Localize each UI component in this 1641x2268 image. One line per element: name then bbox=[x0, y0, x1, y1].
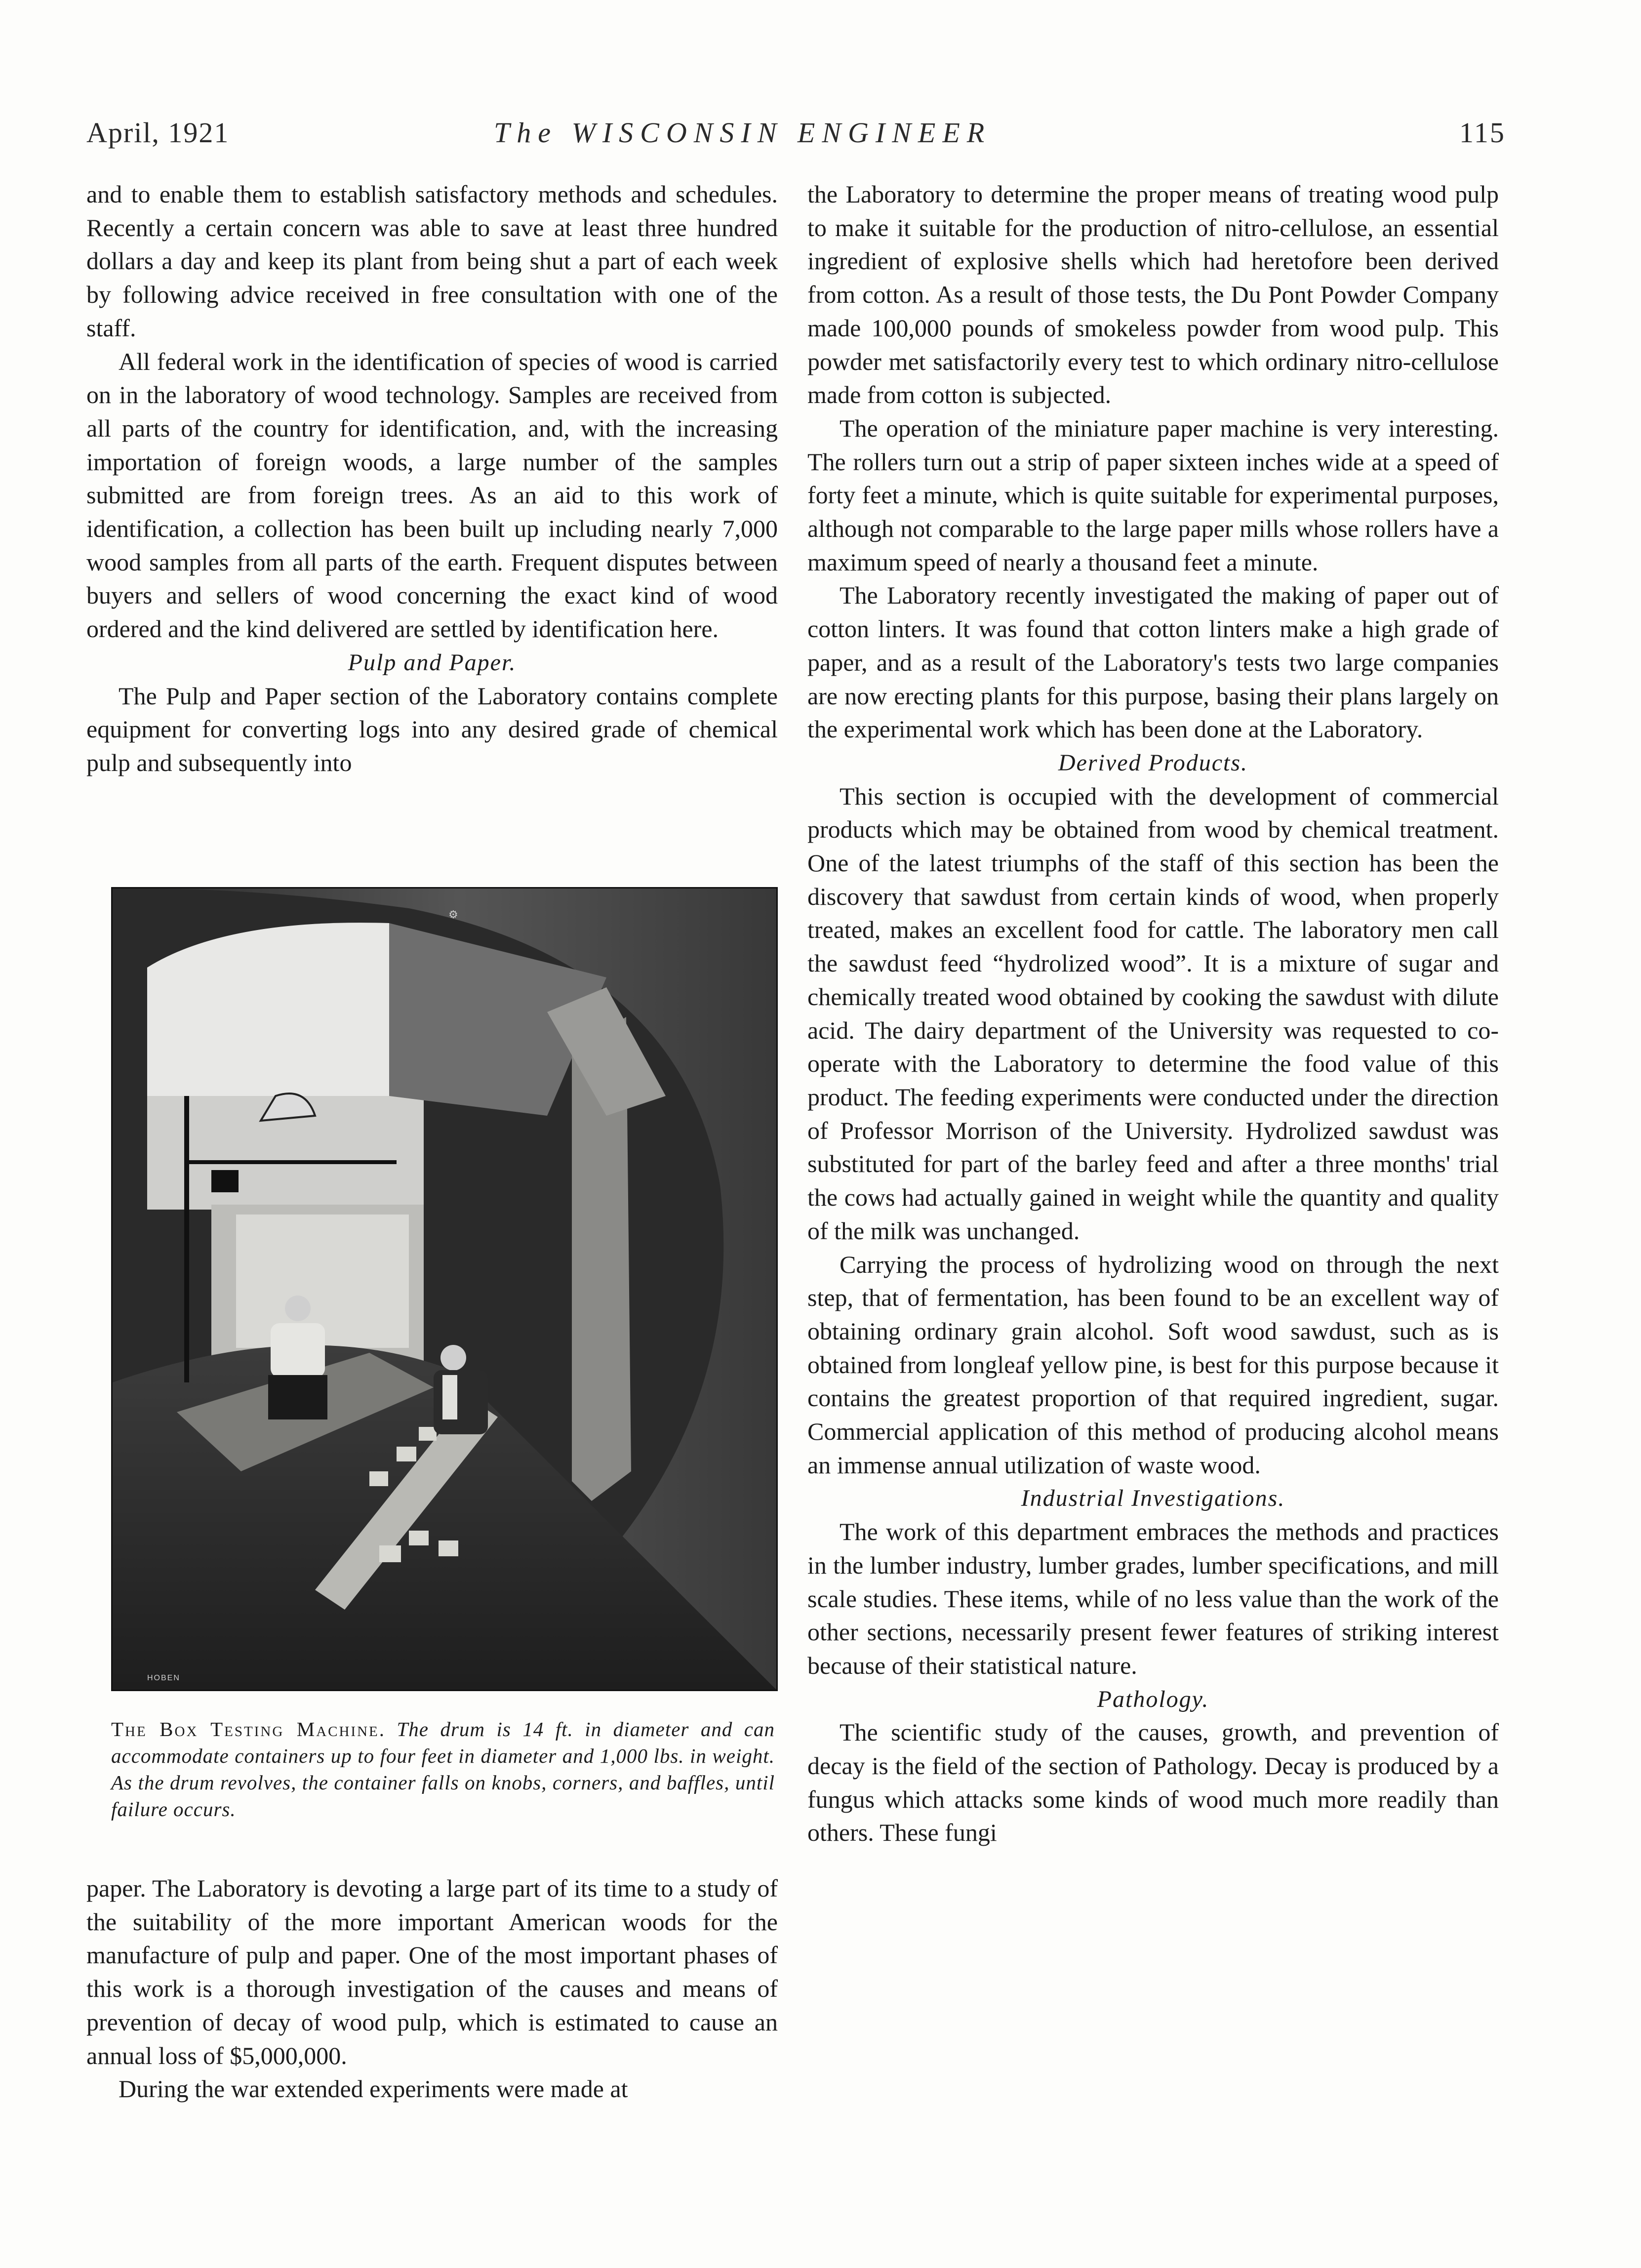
body-paragraph: the Laboratory to determine the proper means of treating wood pulp to make it suitable for the production of nitro-cellulose, an essential ingredient of explosive shells which had heretofore been derived from cotton. As a result of those tests, the Du Pont Powder Company made 100,000 pounds of smokeless powder from wood pulp. This powder met satisfactorily every test to which ordinary nitro-cellulose made from cotton is subjected. bbox=[807, 180, 1499, 409]
caption-title: The Box Testing Machine. bbox=[111, 1718, 386, 1741]
body-paragraph: The Pulp and Paper section of the Laboratory contains complete equipment for converting logs into any desired grade of chemical pulp and subsequently into bbox=[86, 682, 778, 776]
body-paragraph: The operation of the miniature paper machine is very interesting. The rollers turn out a strip of paper sixteen inches wide at a speed of forty feet a minute, which is quite suitable for experimental purposes, although not comparable to the large paper mills whose rollers have a maximum speed of nearly a thousand feet a minute. bbox=[807, 414, 1499, 576]
body-paragraph: The Laboratory recently investigated the making of paper out of cotton linters. It was found that cotton linters make a high grade of paper, and as a result of the Laboratory's tests two large companies are now erecting plants for this purpose, basing their plans largely on the experimental work which has been done at the Laboratory. bbox=[807, 581, 1499, 743]
body-paragraph: Carrying the process of hydrolizing wood on through the next step, that of fermentation, has been found to be an excellent way of obtaining ordinary grain alcohol. Soft wood sawdust, such as is obtained from longleaf yellow pine, is best for this purpose because it contains the greatest proportion of that required ingredient, sugar. Commercial application of this method of producing alcohol means an immense annual utilization of waste wood. bbox=[807, 1250, 1499, 1479]
body-paragraph: and to enable them to establish satisfactory methods and schedules. Recently a certain concern was able to save at least three hundred dollars a day and keep its plant from being shut a part of each week by following advice received in free consultation with one of the staff. bbox=[86, 180, 778, 342]
body-paragraph: This section is occupied with the development of commercial products which may be obtained from wood by chemical treatment. One of the latest triumphs of the staff of this section has been the discovery that sawdust from certain kinds of wood, when properly treated, makes an excellent food for cattle. The laboratory men call the sawdust feed “hydrolized wood”. It is a mixture of sugar and chemically treated wood obtained by cooking the sawdust with dilute acid. The dairy department of the University was requested to co-operate with the Laboratory to determine the food value of this product. The feeding experiments were conducted under the direction of Professor Morrison of the University. Hydrolized sawdust was substituted for part of the barley feed and after a three months' trial the cows had actually gained in weight while the quantity and quality of the milk was unchanged. bbox=[807, 782, 1499, 1245]
body-paragraph: The scientific study of the causes, growth, and prevention of decay is the field of the section of Pathology. Decay is produced by a fungus which attacks some kinds of wood much more readily than others. These fungi bbox=[807, 1718, 1499, 1847]
body-paragraph: paper. The Laboratory is devoting a large part of its time to a study of the suitability of the more important American woods for the manufacture of pulp and paper. One of the most important phases of this work is a thorough investigation of the causes and means of prevention of decay of wood pulp, which is estimated to cause an annual loss of $5,000,000. bbox=[86, 1874, 778, 2069]
box-testing-machine-photo bbox=[111, 887, 778, 1691]
body-paragraph: During the war extended experiments were made at bbox=[119, 2075, 628, 2103]
figure-caption bbox=[111, 1716, 775, 1822]
drum-knob-icon: ⚙ bbox=[448, 909, 458, 921]
body-paragraph: The work of this department embraces the methods and practices in the lumber industry, lumber grades, lumber specifications, and mill scale studies. These items, while of no less value than the work of the other sections, necessarily present fewer features of striking interest because of their statistical nature. bbox=[807, 1518, 1499, 1679]
section-heading: Industrial Investigations. bbox=[1021, 1485, 1285, 1512]
section-heading: Pathology. bbox=[1097, 1686, 1209, 1712]
running-header bbox=[0, 106, 1641, 151]
right-column bbox=[807, 178, 1499, 1850]
section-heading: Pulp and Paper. bbox=[348, 649, 517, 676]
body-paragraph: All federal work in the identification of species of wood is carried on in the laboratory of wood technology. Samples are received from all parts of the country for identification, and, with the increasing importation of foreign woods, a large number of the samples submitted are from foreign trees. As an aid to this work of identification, a collection has been built up including nearly 7,000 wood samples from all parts of the earth. Frequent disputes between buyers and sellers of wood concerning the exact kind of wood ordered and the kind delivered are settled by identification here. bbox=[86, 347, 778, 643]
photo-credit: HOBEN bbox=[147, 1674, 180, 1682]
photo-illustration bbox=[113, 889, 776, 1690]
issue-date: April, 1921 bbox=[86, 117, 230, 149]
journal-title: The WISCONSIN ENGINEER bbox=[494, 117, 992, 149]
section-heading: Derived Products. bbox=[1058, 749, 1248, 776]
left-column-bottom bbox=[86, 1872, 778, 2106]
caption-text: The drum is 14 ft. in diameter and can accommodate containers up to four feet in diameter and 1,000 lbs. in weight. As the drum revolves, the container falls on knobs, corners, and baffles, until failure occurs. bbox=[111, 1718, 775, 1821]
page-number: 115 bbox=[1459, 117, 1506, 149]
left-column-top bbox=[86, 178, 778, 780]
